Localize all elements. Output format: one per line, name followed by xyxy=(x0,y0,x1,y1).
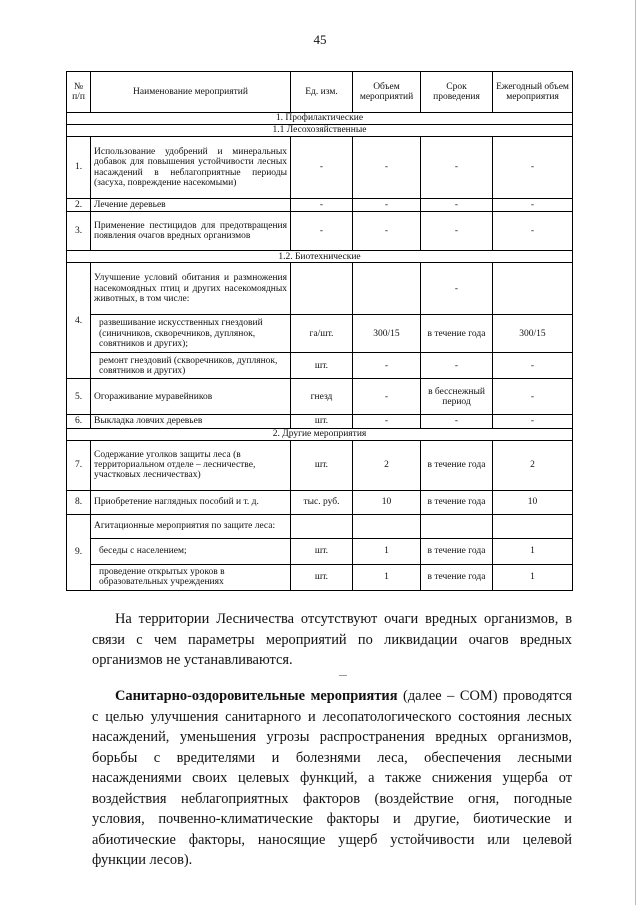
row-term: в течение года xyxy=(421,315,493,353)
row-annual: 2 xyxy=(493,440,573,490)
row-unit: - xyxy=(291,199,353,212)
section-title: 1.1 Лесохозяйственные xyxy=(67,125,573,137)
header-annual: Ежегодный объем мероприятия xyxy=(493,72,573,113)
row-volume: 300/15 xyxy=(353,315,421,353)
table-row xyxy=(67,564,573,590)
paragraph-sanitary-measures xyxy=(92,686,572,871)
row-num: 4. xyxy=(67,263,91,379)
row-term: - xyxy=(421,263,493,315)
row-num: 7. xyxy=(67,440,91,490)
row-term: в течение года xyxy=(421,538,493,564)
table-row xyxy=(67,379,573,415)
row-volume: 2 xyxy=(353,440,421,490)
row-name: Лечение деревьев xyxy=(91,199,291,212)
header-unit: Ед. изм. xyxy=(291,72,353,113)
row-name: Огораживание муравейников xyxy=(91,379,291,415)
table-row xyxy=(67,212,573,251)
row-unit: шт. xyxy=(291,353,353,379)
row-annual: - xyxy=(493,415,573,428)
row-num: 6. xyxy=(67,415,91,428)
row-annual: - xyxy=(493,379,573,415)
table-row xyxy=(67,137,573,199)
section-title: 2. Другие мероприятия xyxy=(67,428,573,440)
paragraph-no-pest-foci: На территории Лесничества отсутствуют очаги вредных организмов, в связи с чем параметры мероприятий по ликвидации очагов вредных организмов не устанавливаются. xyxy=(92,611,572,668)
row-name: проведение открытых уроков в образовательных учреждениях xyxy=(91,564,291,590)
table-row xyxy=(67,490,573,514)
scan-mark xyxy=(339,675,347,676)
row-unit: шт. xyxy=(291,440,353,490)
row-annual: - xyxy=(493,137,573,199)
row-unit: тыс. руб. xyxy=(291,490,353,514)
row-volume: 1 xyxy=(353,538,421,564)
section-row xyxy=(67,251,573,263)
row-num: 8. xyxy=(67,490,91,514)
table-header-row xyxy=(67,72,573,113)
table-row xyxy=(67,415,573,428)
row-volume: 10 xyxy=(353,490,421,514)
row-num: 1. xyxy=(67,137,91,199)
section-row xyxy=(67,428,573,440)
table-row xyxy=(67,440,573,490)
row-term: - xyxy=(421,415,493,428)
row-unit: шт. xyxy=(291,415,353,428)
row-annual: - xyxy=(493,212,573,251)
row-annual: 300/15 xyxy=(493,315,573,353)
header-name: Наименование мероприятий xyxy=(91,72,291,113)
row-term: - xyxy=(421,353,493,379)
sanitary-measures-text: (далее – СОМ) проводятся с целью улучшения санитарного и лесопатологического состояния лесных насаждений, уменьшения угрозы распространения вредных организмов, борьбы с вредителями и болезнями леса, обеспечения лесными насаждениями своих целевых функций, а также снижения ущерба от воздействия неблагоприятных факторов (воздействие огня, погодные условия, почвенно-климатические факторы и другие, биотические и абиотические факторы, наносящие ущерб устойчивости или целевой функции лесов). xyxy=(92,688,573,868)
row-term: - xyxy=(421,212,493,251)
row-volume: - xyxy=(353,353,421,379)
row-volume: - xyxy=(353,137,421,199)
row-unit xyxy=(291,514,353,538)
page-edge-line xyxy=(635,0,636,905)
section-title: 1.2. Биотехнические xyxy=(67,251,573,263)
row-name: Применение пестицидов для предотвращения появления очагов вредных организмов xyxy=(91,212,291,251)
header-term: Срок проведения xyxy=(421,72,493,113)
row-unit: - xyxy=(291,212,353,251)
row-term: - xyxy=(421,199,493,212)
row-num: 9. xyxy=(67,514,91,590)
row-volume: - xyxy=(353,199,421,212)
row-annual: 1 xyxy=(493,538,573,564)
row-unit: - xyxy=(291,137,353,199)
page-number: 45 xyxy=(313,32,327,47)
row-num: 2. xyxy=(67,199,91,212)
row-annual: - xyxy=(493,199,573,212)
row-unit: га/шт. xyxy=(291,315,353,353)
row-volume: - xyxy=(353,379,421,415)
row-name: Улучшение условий обитания и размножения насекомоядных птиц и других насекомоядных животных, в том числе: xyxy=(91,263,291,315)
row-name: Агитационные мероприятия по защите леса: xyxy=(91,514,291,538)
row-name: развешивание искусственных гнездовий (синичников, скворечников, дуплянок, совятников и других); xyxy=(91,315,291,353)
row-term: - xyxy=(421,137,493,199)
row-annual: - xyxy=(493,353,573,379)
table-row xyxy=(67,353,573,379)
row-name: Выкладка ловчих деревьев xyxy=(91,415,291,428)
row-annual: 10 xyxy=(493,490,573,514)
row-unit: шт. xyxy=(291,538,353,564)
header-volume: Объем мероприятий xyxy=(353,72,421,113)
row-term xyxy=(421,514,493,538)
row-term: в бесснежный период xyxy=(421,379,493,415)
row-annual: 1 xyxy=(493,564,573,590)
section-row xyxy=(67,125,573,137)
row-volume xyxy=(353,263,421,315)
row-unit xyxy=(291,263,353,315)
row-volume: - xyxy=(353,212,421,251)
row-volume xyxy=(353,514,421,538)
header-num: № п/п xyxy=(67,72,91,113)
row-unit: гнезд xyxy=(291,379,353,415)
activities-table xyxy=(66,71,573,591)
table-row xyxy=(67,315,573,353)
row-name: ремонт гнездовий (скворечников, дуплянок, совятников и других) xyxy=(91,353,291,379)
row-name: Содержание уголков защиты леса (в территориальном отделе – лесничестве, участковых лесничествах) xyxy=(91,440,291,490)
row-name: Приобретение наглядных пособий и т. д. xyxy=(91,490,291,514)
row-volume: - xyxy=(353,415,421,428)
table-row xyxy=(67,514,573,538)
table-row xyxy=(67,263,573,315)
row-term: в течение года xyxy=(421,564,493,590)
row-annual xyxy=(493,514,573,538)
row-name: Использование удобрений и минеральных добавок для повышения устойчивости лесных насаждений в неблагоприятные периоды (засуха, повреждение насекомыми) xyxy=(91,137,291,199)
row-name: беседы с населением; xyxy=(91,538,291,564)
row-num: 5. xyxy=(67,379,91,415)
sanitary-measures-term: Санитарно-оздоровительные мероприятия xyxy=(115,688,398,704)
section-row xyxy=(67,113,573,125)
section-title: 1. Профилактические xyxy=(67,113,573,125)
row-volume: 1 xyxy=(353,564,421,590)
table-row xyxy=(67,199,573,212)
row-unit: шт. xyxy=(291,564,353,590)
row-num: 3. xyxy=(67,212,91,251)
row-annual xyxy=(493,263,573,315)
table-row xyxy=(67,538,573,564)
row-term: в течение года xyxy=(421,490,493,514)
row-term: в течение года xyxy=(421,440,493,490)
